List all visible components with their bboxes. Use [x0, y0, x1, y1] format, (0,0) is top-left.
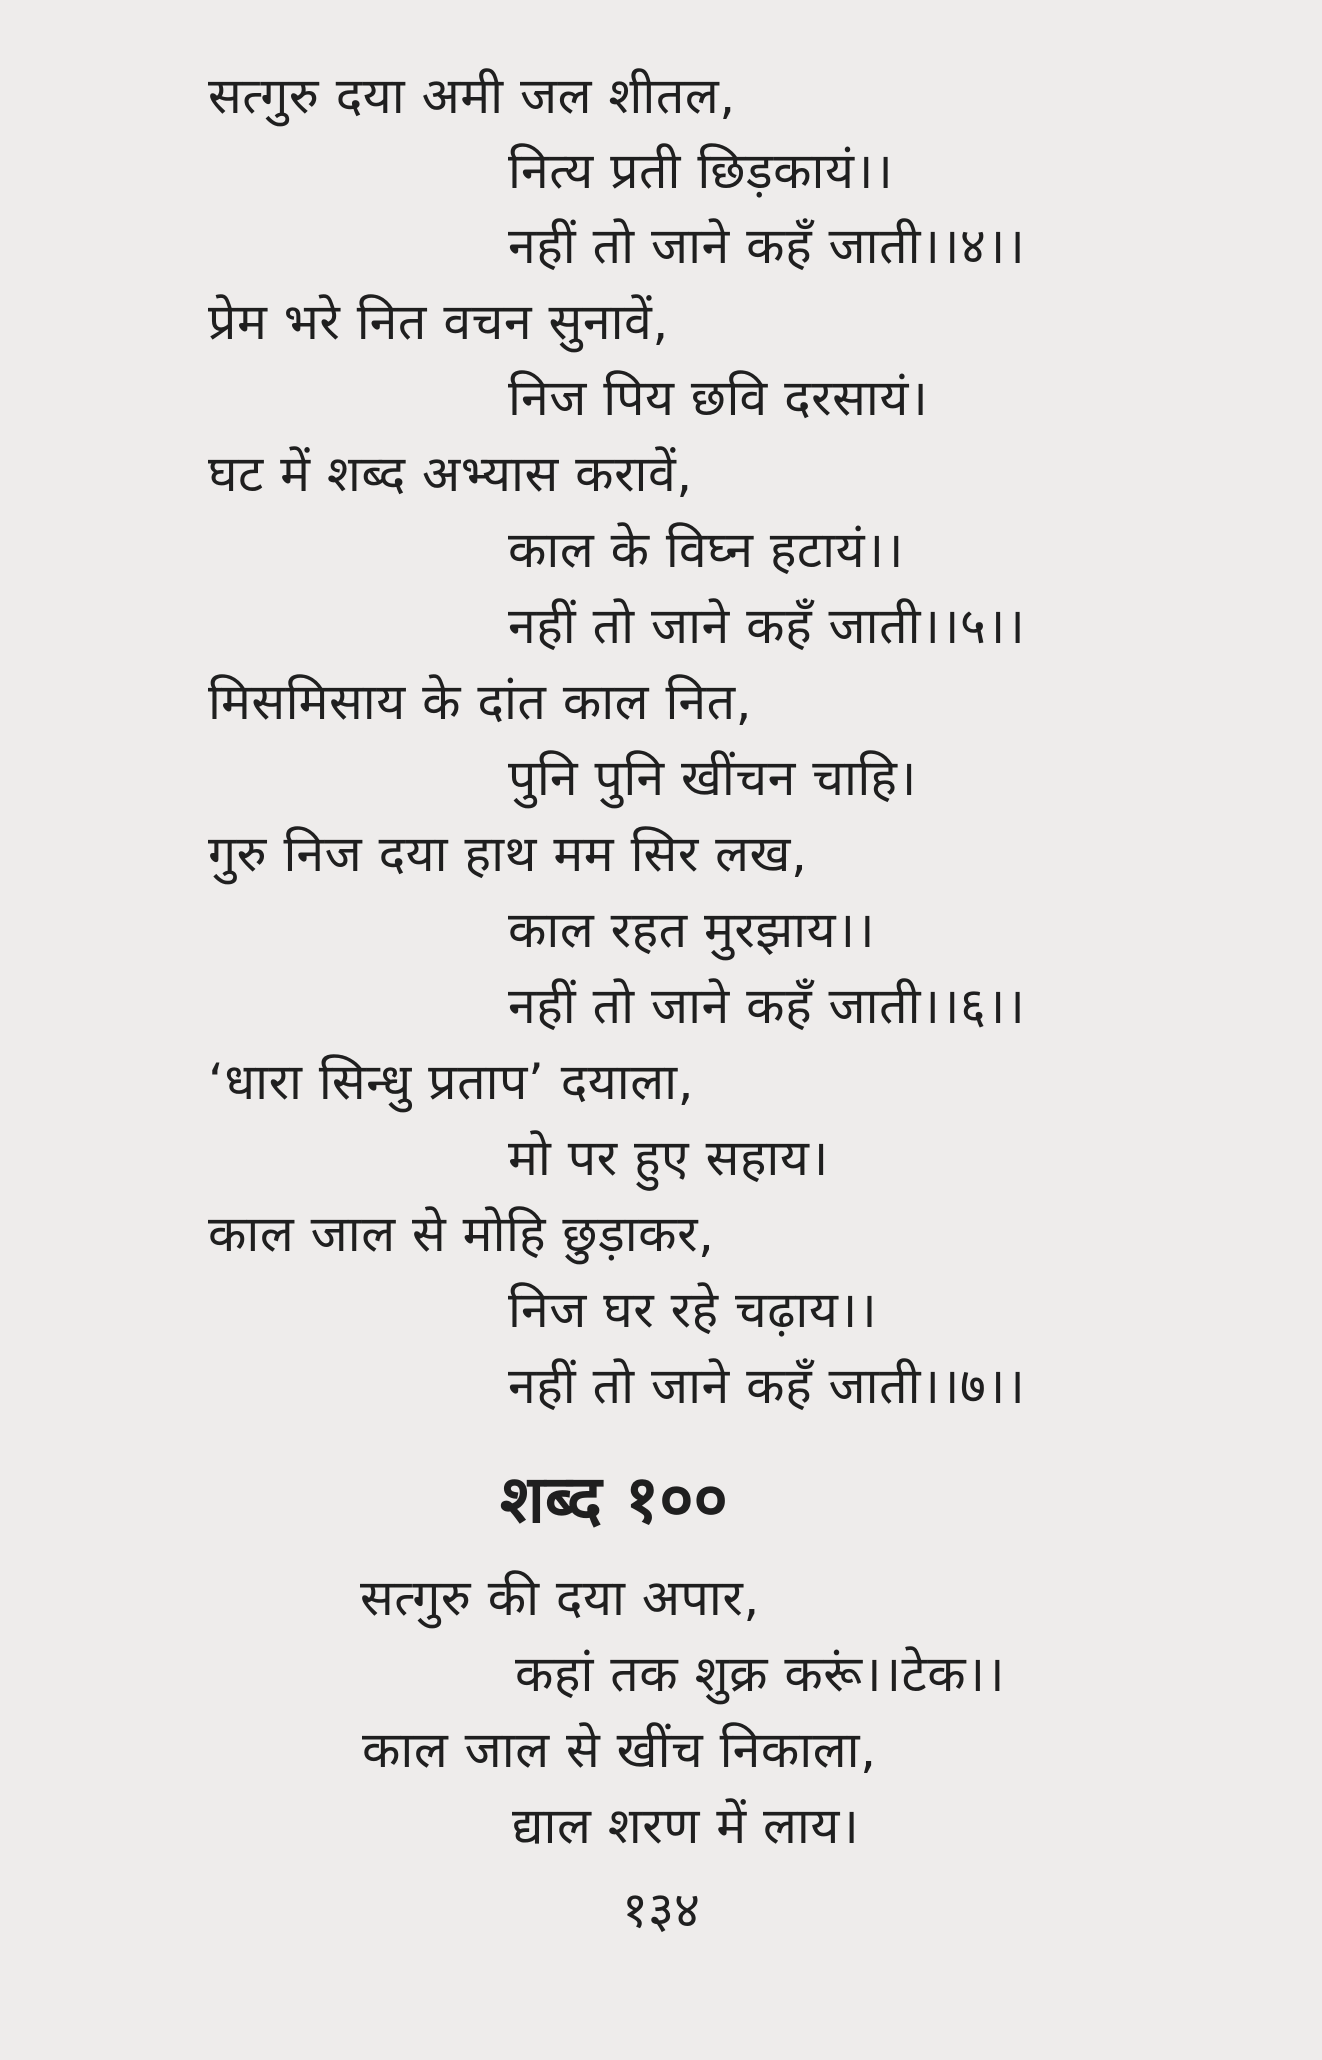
verse-line: नहीं तो जाने कहँ जाती।।५।।	[508, 597, 1026, 655]
verse-line: घट में शब्द अभ्यास करावें,	[208, 445, 693, 503]
verse-line: सत्गुरु दया अमी जल शीतल,	[208, 67, 736, 125]
verse-line: निज पिय छवि दरसायं।	[508, 369, 929, 427]
page-number: १३४	[622, 1881, 700, 1939]
verse-line: निज घर रहे चढ़ाय।।	[508, 1281, 878, 1339]
verse-line: पुनि पुनि खींचन चाहि।	[508, 749, 917, 807]
verse-line: गुरु निज दया हाथ मम सिर लख,	[208, 825, 808, 883]
verse-line: ‘धारा सिन्धु प्रताप’ दयाला,	[208, 1053, 694, 1111]
verse-line: सत्गुरु की दया अपार,	[360, 1569, 760, 1627]
verse-line: प्रेम भरे नित वचन सुनावें,	[208, 293, 669, 351]
verse-line: काल रहत मुरझाय।।	[508, 901, 876, 959]
verse-line: काल जाल से मोहि छुड़ाकर,	[208, 1205, 715, 1263]
verse-line: मो पर हुए सहाय।	[508, 1129, 829, 1187]
verse-line: नहीं तो जाने कहँ जाती।।४।।	[508, 217, 1026, 275]
verse-line: नित्य प्रती छिड़कायं।।	[508, 142, 894, 200]
verse-line: कहां तक शुक्र करूं।।टेक।।	[515, 1645, 1006, 1703]
verse-line: द्याल शरण में लाय।	[512, 1797, 860, 1855]
verse-line: काल जाल से खींच निकाला,	[362, 1721, 877, 1779]
verse-line: नहीं तो जाने कहँ जाती।।६।।	[508, 977, 1026, 1035]
verse-line: नहीं तो जाने कहँ जाती।।७।।	[508, 1357, 1026, 1415]
verse-line: काल के विघ्न हटायं।।	[508, 521, 904, 579]
section-title: शब्द १००	[500, 1461, 728, 1538]
verse-line: मिसमिसाय के दांत काल नित,	[208, 673, 753, 731]
